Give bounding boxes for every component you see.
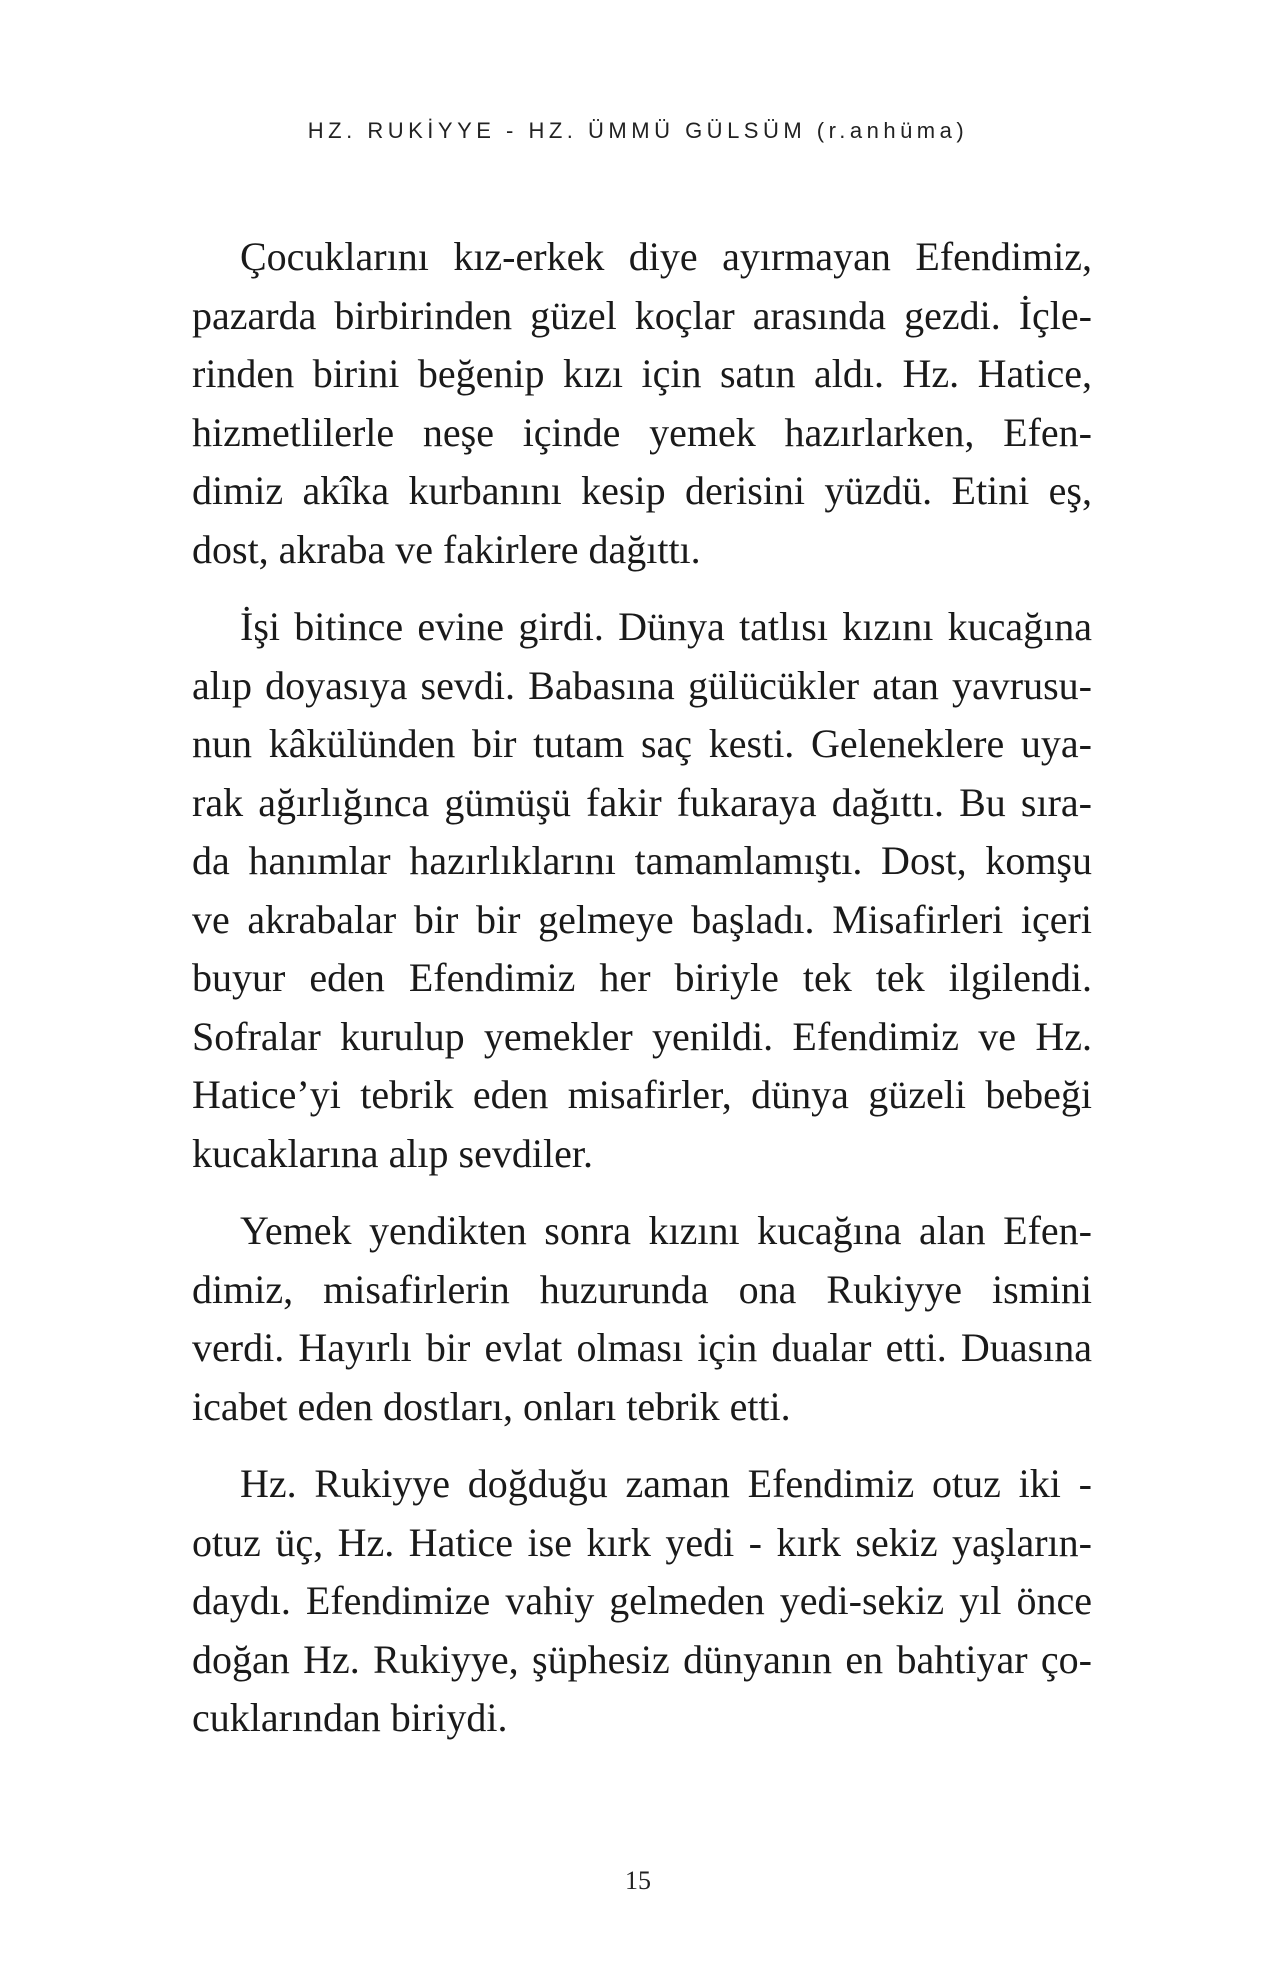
text-line: nun kâkülünden bir tutam saç kesti. Geleneklere uya- xyxy=(192,721,1092,766)
text-line: İşi bitince evine girdi. Dünya tatlısı kızını kucağına xyxy=(240,604,1092,649)
text-line: pazarda birbirinden güzel koçlar arasında gezdi. İçle- xyxy=(192,292,1092,338)
text-line: Çocuklarını kız-erkek diye ayırmayan Efendimiz, xyxy=(240,234,1092,279)
text-line: Hz. Rukiyye doğduğu zaman Efendimiz otuz iki - xyxy=(240,1461,1092,1506)
text-line: doğan Hz. Rukiyye, şüphesiz dünyanın en bahtiyar ço- xyxy=(192,1636,1092,1682)
text-line: dimiz, misafirlerin huzurunda ona Rukiyye ismini xyxy=(192,1266,1092,1312)
text-line: hizmetlilerle neşe içinde yemek hazırlarken, Efen- xyxy=(192,409,1092,455)
text-line: rinden birini beğenip kızı için satın aldı. Hz. Hatice, xyxy=(192,351,1092,396)
text-line: icabet eden dostları, onları tebrik etti. xyxy=(192,1383,791,1429)
text-line: ve akrabalar bir bir gelmeye başladı. Misafirleri içeri xyxy=(192,896,1092,942)
paragraph-1 xyxy=(192,228,1092,579)
text-line: buyur eden Efendimiz her biriyle tek tek ilgilendi. xyxy=(192,955,1092,1000)
paragraph-3 xyxy=(192,1202,1092,1436)
paragraph-4 xyxy=(192,1455,1092,1748)
page-number: 15 xyxy=(625,1866,651,1895)
text-line: otuz üç, Hz. Hatice ise kırk yedi - kırk sekiz yaşların- xyxy=(192,1519,1092,1565)
text-line: alıp doyasıya sevdi. Babasına gülücükler atan yavrusu- xyxy=(192,662,1092,708)
text-line: Yemek yendikten sonra kızını kucağına alan Efen- xyxy=(240,1208,1092,1253)
text-line: dimiz akîka kurbanını kesip derisini yüzdü. Etini eş, xyxy=(192,468,1092,513)
text-line: verdi. Hayırlı bir evlat olması için dualar etti. Duasına xyxy=(192,1325,1092,1370)
text-line: daydı. Efendimize vahiy gelmeden yedi-sekiz yıl önce xyxy=(192,1578,1092,1623)
running-header: HZ. RUKİYYE - HZ. ÜMMÜ GÜLSÜM (r.anhüma) xyxy=(307,118,969,143)
body-text xyxy=(192,228,1092,1767)
text-line: Hatice’yi tebrik eden misafirler, dünya güzeli bebeği xyxy=(192,1072,1092,1117)
text-line: cuklarından biriydi. xyxy=(192,1695,508,1740)
text-line: kucaklarına alıp sevdiler. xyxy=(192,1130,593,1176)
text-line: rak ağırlığınca gümüşü fakir fukaraya dağıttı. Bu sıra- xyxy=(192,779,1092,825)
paragraph-2 xyxy=(192,598,1092,1183)
text-line: Sofralar kurulup yemekler yenildi. Efendimiz ve Hz. xyxy=(192,1013,1092,1059)
text-line: da hanımlar hazırlıklarını tamamlamıştı. Dost, komşu xyxy=(192,838,1092,883)
text-line: dost, akraba ve fakirlere dağıttı. xyxy=(192,526,701,572)
